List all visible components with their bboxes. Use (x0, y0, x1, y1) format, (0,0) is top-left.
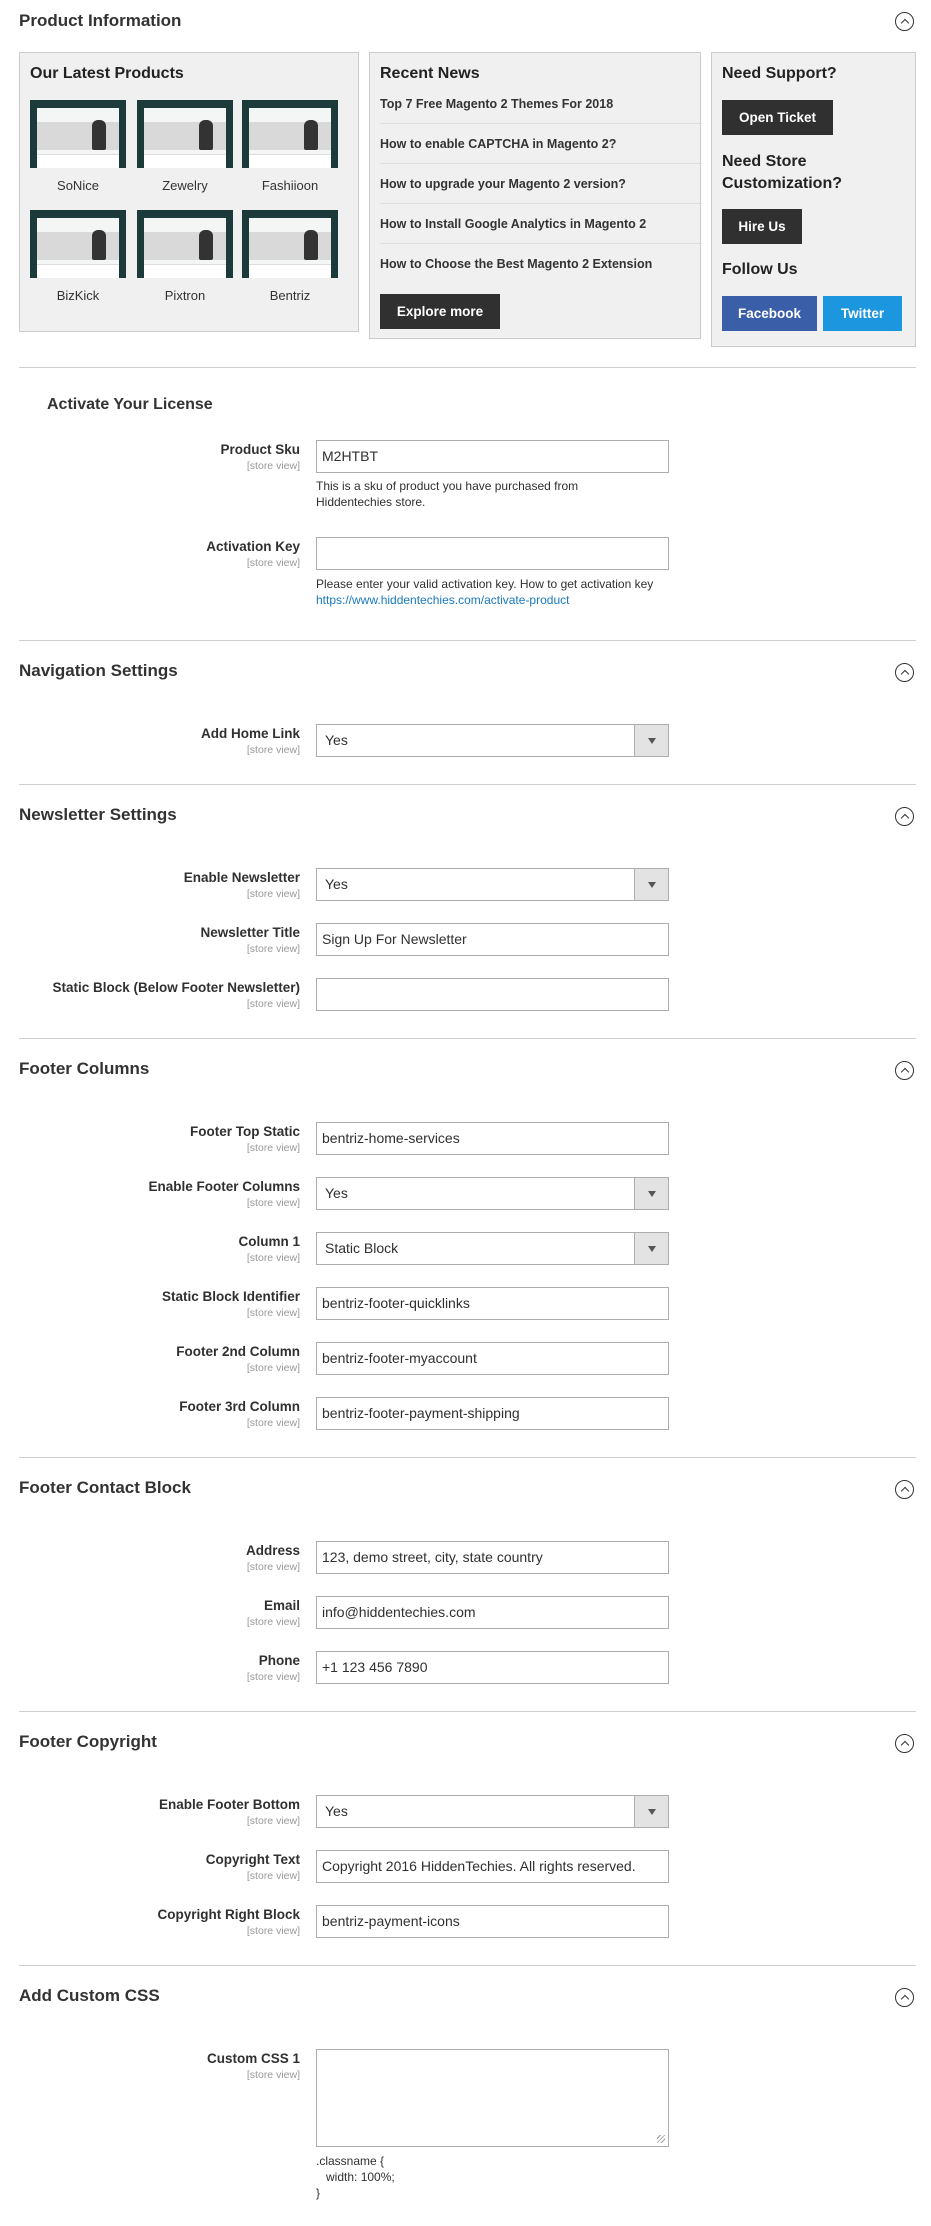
enable-footer-columns-label: Enable Footer Columns (148, 1179, 300, 1194)
twitter-button[interactable]: Twitter (823, 296, 902, 331)
enable-footer-bottom-label: Enable Footer Bottom (159, 1797, 300, 1812)
selected-value: Yes (325, 732, 348, 748)
enable-footer-columns-select[interactable] (316, 1177, 669, 1210)
dropdown-arrow-icon[interactable] (634, 869, 668, 900)
collapse-chevron-icon[interactable] (895, 1480, 914, 1499)
activation-key-note (316, 576, 676, 608)
section-title-footer-copyright: Footer Copyright (19, 1732, 157, 1751)
copyright-right-block-row (0, 1905, 931, 1938)
product-thumbnail[interactable] (137, 210, 233, 278)
divider (19, 1965, 916, 1966)
product-thumbnail[interactable] (30, 100, 126, 168)
product-thumbnail[interactable] (242, 210, 338, 278)
activate-product-link[interactable]: https://www.hiddentechies.com/activate-product (316, 593, 570, 607)
selected-value: Yes (325, 1185, 348, 1201)
activation-key-row (0, 537, 931, 570)
product-name[interactable]: Bentriz (269, 288, 311, 303)
scope-label: [store view] (246, 888, 300, 900)
static-block-identifier-label: Static Block Identifier (161, 1289, 300, 1304)
news-link[interactable]: How to upgrade your Magento 2 version? (380, 164, 702, 204)
footer-3rd-column-label: Footer 3rd Column (179, 1399, 300, 1414)
recent-news-title: Recent News (380, 65, 480, 82)
divider (19, 640, 916, 641)
footer-3rd-column-input[interactable]: bentriz-footer-payment-shipping (316, 1397, 669, 1430)
selected-value: Yes (325, 1803, 348, 1819)
divider (19, 1711, 916, 1712)
copyright-text-input[interactable]: Copyright 2016 HiddenTechies. All rights reserved. (316, 1850, 669, 1883)
scope-label: [store view] (246, 1561, 300, 1573)
facebook-button[interactable]: Facebook (722, 296, 817, 331)
section-title-navigation-settings: Navigation Settings (19, 661, 178, 680)
product-sku-note: This is a sku of product you have purchased from Hiddentechies store. (316, 479, 582, 509)
copyright-text-label: Copyright Text (205, 1852, 300, 1867)
newsletter-title-input[interactable]: Sign Up For Newsletter (316, 923, 669, 956)
scope-label: [store view] (246, 1925, 300, 1937)
divider (19, 367, 916, 368)
product-name[interactable]: Zewelry (162, 178, 208, 193)
product-sku-row (0, 440, 931, 473)
product-name[interactable]: SoNice (57, 178, 99, 193)
explore-more-button[interactable]: Explore more (380, 294, 500, 329)
scope-label: [store view] (246, 998, 300, 1010)
activation-key-input[interactable] (316, 537, 669, 570)
need-customization-title-line1: Need Store (722, 153, 807, 170)
scope-label: [store view] (246, 943, 300, 955)
recent-news-box (369, 52, 701, 339)
divider (19, 1457, 916, 1458)
section-title-footer-contact-block: Footer Contact Block (19, 1478, 191, 1497)
product-thumbnail[interactable] (137, 100, 233, 168)
footer-top-static-row (0, 1122, 931, 1155)
footer-top-static-input[interactable]: bentriz-home-services (316, 1122, 669, 1155)
add-home-link-select[interactable] (316, 724, 669, 757)
latest-products-box (19, 52, 359, 332)
add-home-link-label: Add Home Link (200, 726, 300, 741)
product-thumbnail[interactable] (30, 210, 126, 278)
email-label: Email (263, 1598, 300, 1613)
news-link[interactable]: Top 7 Free Magento 2 Themes For 2018 (380, 84, 702, 124)
scope-label: [store view] (246, 744, 300, 756)
copyright-right-block-input[interactable]: bentriz-payment-icons (316, 1905, 669, 1938)
divider (19, 1038, 916, 1039)
news-link[interactable]: How to Install Google Analytics in Magento 2 (380, 204, 702, 244)
footer-3rd-column-row (0, 1397, 931, 1430)
selected-value: Yes (325, 876, 348, 892)
newsletter-title-label: Newsletter Title (200, 925, 300, 940)
address-label: Address (245, 1543, 300, 1558)
static-block-below-footer-newsletter-row (0, 978, 931, 1011)
enable-newsletter-label: Enable Newsletter (183, 870, 300, 885)
scope-label: [store view] (246, 1671, 300, 1683)
product-sku-input[interactable]: M2HTBT (316, 440, 669, 473)
footer-top-static-label: Footer Top Static (190, 1124, 300, 1139)
dropdown-arrow-icon[interactable] (634, 1233, 668, 1264)
scope-label: [store view] (246, 460, 300, 472)
collapse-chevron-icon[interactable] (895, 12, 914, 31)
news-link[interactable]: How to Choose the Best Magento 2 Extension (380, 257, 653, 271)
collapse-chevron-icon[interactable] (895, 1734, 914, 1753)
collapse-chevron-icon[interactable] (895, 1061, 914, 1080)
product-sku-label: Product Sku (220, 442, 300, 457)
enable-newsletter-row (0, 868, 931, 901)
copyright-right-block-label: Copyright Right Block (157, 1907, 300, 1922)
scope-label: [store view] (246, 1815, 300, 1827)
custom-css-1-label: Custom CSS 1 (206, 2051, 300, 2066)
email-input[interactable]: info@hiddentechies.com (316, 1596, 669, 1629)
product-name[interactable]: Fashiioon (261, 178, 319, 193)
footer-2nd-column-input[interactable]: bentriz-footer-myaccount (316, 1342, 669, 1375)
enable-newsletter-select[interactable] (316, 868, 669, 901)
custom-css-1-textarea[interactable] (316, 2049, 669, 2147)
scope-label: [store view] (246, 1142, 300, 1154)
enable-footer-bottom-row (0, 1795, 931, 1828)
scope-label: [store view] (246, 557, 300, 569)
product-name[interactable]: Pixtron (164, 288, 206, 303)
email-row (0, 1596, 931, 1629)
static-block-identifier-input[interactable]: bentriz-footer-quicklinks (316, 1287, 669, 1320)
static-block-identifier-row (0, 1287, 931, 1320)
scope-label: [store view] (246, 1307, 300, 1319)
support-box (711, 52, 916, 347)
phone-label: Phone (258, 1653, 300, 1668)
section-title-add-custom-css: Add Custom CSS (19, 1986, 160, 2005)
news-link[interactable]: How to enable CAPTCHA in Magento 2? (380, 124, 702, 164)
scope-label: [store view] (246, 1417, 300, 1429)
dropdown-arrow-icon[interactable] (634, 1796, 668, 1827)
address-input[interactable]: 123, demo street, city, state country (316, 1541, 669, 1574)
phone-row (0, 1651, 931, 1684)
collapse-chevron-icon[interactable] (895, 1988, 914, 2007)
dropdown-arrow-icon[interactable] (634, 1178, 668, 1209)
copyright-text-row (0, 1850, 931, 1883)
section-title-newsletter-settings: Newsletter Settings (19, 805, 177, 824)
activation-key-note-text: Please enter your valid activation key. How to get activation key (316, 577, 654, 591)
custom-css-1-note: .classname { width: 100%; } (316, 2154, 395, 2200)
dropdown-arrow-icon[interactable] (634, 725, 668, 756)
static-block-below-footer-newsletter-label: Static Block (Below Footer Newsletter) (52, 980, 300, 995)
product-name[interactable]: BizKick (56, 288, 100, 303)
enable-footer-columns-row (0, 1177, 931, 1210)
newsletter-title-row (0, 923, 931, 956)
enable-footer-bottom-select[interactable] (316, 1795, 669, 1828)
scope-label: [store view] (246, 1616, 300, 1628)
phone-input[interactable]: +1 123 456 7890 (316, 1651, 669, 1684)
static-block-below-footer-newsletter-input[interactable] (316, 978, 669, 1011)
column-1-label: Column 1 (238, 1234, 300, 1249)
activation-key-label: Activation Key (206, 539, 300, 554)
selected-value: Static Block (325, 1240, 399, 1256)
add-home-link-row (0, 724, 931, 757)
collapse-chevron-icon[interactable] (895, 663, 914, 682)
open-ticket-button[interactable]: Open Ticket (722, 100, 833, 135)
custom-css-1-row (0, 2049, 931, 2082)
footer-2nd-column-label: Footer 2nd Column (176, 1344, 300, 1359)
footer-2nd-column-row (0, 1342, 931, 1375)
column-1-row (0, 1232, 931, 1265)
latest-products-title: Our Latest Products (30, 65, 184, 82)
section-title-footer-columns: Footer Columns (19, 1059, 150, 1078)
scope-label: [store view] (246, 1197, 300, 1209)
scope-label: [store view] (246, 1362, 300, 1374)
collapse-chevron-icon[interactable] (895, 807, 914, 826)
need-customization-title-line2: Customization? (722, 175, 842, 192)
address-row (0, 1541, 931, 1574)
scope-label: [store view] (246, 1252, 300, 1264)
divider (19, 784, 916, 785)
need-support-title: Need Support? (722, 65, 837, 82)
license-title: Activate Your License (47, 396, 213, 413)
product-thumbnail[interactable] (242, 100, 338, 168)
section-title-product-information: Product Information (19, 11, 182, 30)
scope-label: [store view] (246, 1870, 300, 1882)
hire-us-button[interactable]: Hire Us (722, 209, 802, 244)
scope-label: [store view] (246, 2069, 300, 2081)
column-1-select[interactable] (316, 1232, 669, 1265)
follow-us-title: Follow Us (722, 261, 798, 278)
resize-grip-icon[interactable] (657, 2135, 665, 2143)
